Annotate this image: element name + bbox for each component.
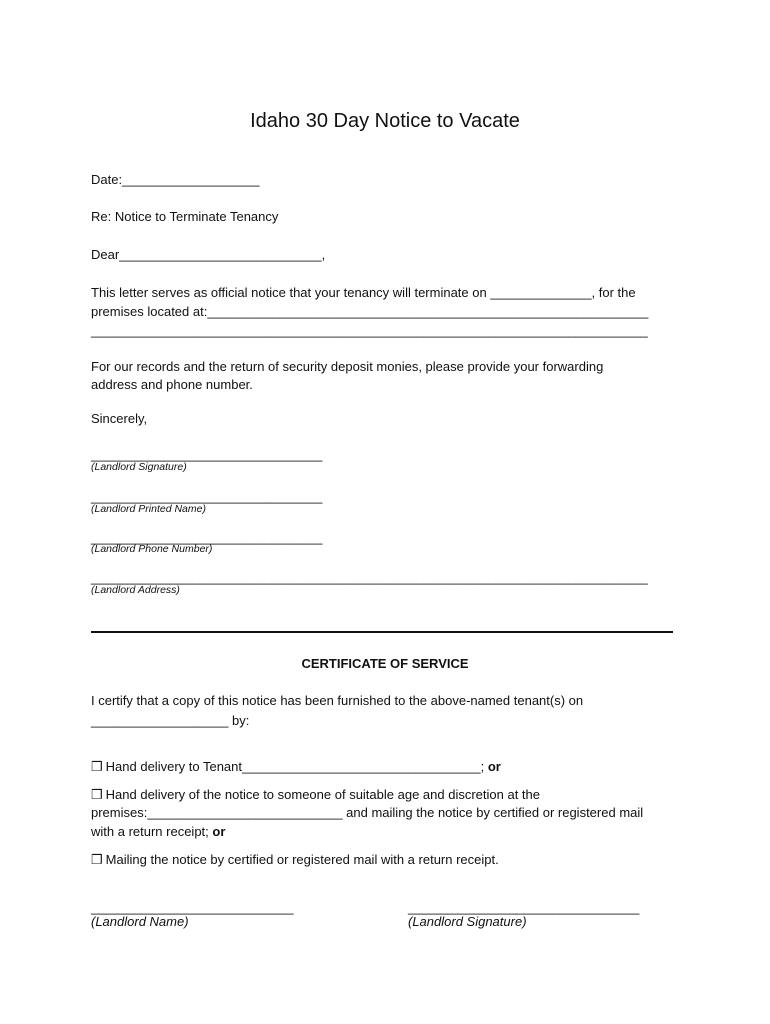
body-paragraph-2-line-2: address and phone number. — [91, 377, 253, 392]
option-text-line-1: Hand delivery of the notice to someone of suitable age and discretion at the — [105, 787, 540, 802]
footer-landlord-signature-line: ________________________________ — [408, 900, 640, 915]
service-option-hand-delivery — [91, 757, 501, 776]
landlord-phone-line: ________________________________ — [91, 530, 323, 545]
document-title: Idaho 30 Day Notice to Vacate — [250, 110, 520, 132]
checkbox-icon[interactable]: ❒ — [91, 787, 103, 802]
salutation-line: Dear____________________________, — [91, 247, 326, 262]
service-option-mail — [91, 850, 499, 869]
landlord-signature-label: (Landlord Signature) — [91, 461, 187, 473]
checkbox-icon[interactable]: ❒ — [91, 852, 103, 867]
body-paragraph-1-line-1: This letter serves as official notice that your tenancy will terminate on ______________, for the — [91, 285, 636, 300]
checkbox-icon[interactable]: ❒ — [91, 759, 103, 774]
footer-landlord-name-line: ____________________________ — [91, 900, 294, 915]
option-conjunction: or — [208, 824, 226, 839]
certificate-intro-line-1: I certify that a copy of this notice has been furnished to the above-named tenant(s) on — [91, 693, 584, 708]
option-text: Mailing the notice by certified or registered mail with a return receipt. — [105, 852, 499, 867]
landlord-address-line: _____________________________________________________________________________ — [91, 570, 648, 585]
re-line: Re: Notice to Terminate Tenancy — [91, 209, 279, 224]
certificate-heading: CERTIFICATE OF SERVICE — [301, 656, 469, 671]
landlord-signature-line: ________________________________ — [91, 447, 323, 462]
date-line: Date:___________________ — [91, 172, 260, 187]
body-paragraph-1-line-2: premises located at:_____________________________________________________________ — [91, 304, 649, 319]
footer-landlord-signature-label: (Landlord Signature) — [408, 914, 527, 929]
body-paragraph-2-line-1: For our records and the return of security deposit monies, please provide your forwarding — [91, 359, 604, 374]
landlord-printed-name-line: ________________________________ — [91, 489, 323, 504]
footer-landlord-name-label: (Landlord Name) — [91, 914, 189, 929]
landlord-phone-label: (Landlord Phone Number) — [91, 543, 213, 555]
option-conjunction: or — [484, 759, 501, 774]
service-option-suitable-age-line-3 — [91, 822, 225, 841]
section-divider — [91, 631, 673, 633]
option-text-line-3: with a return receipt; — [91, 824, 209, 839]
service-option-suitable-age — [91, 785, 540, 804]
landlord-printed-name-label: (Landlord Printed Name) — [91, 503, 206, 515]
landlord-address-label: (Landlord Address) — [91, 584, 180, 596]
option-text: Hand delivery to Tenant_________________________________; — [105, 759, 485, 774]
certificate-intro-line-2: ___________________ by: — [91, 713, 250, 728]
closing: Sincerely, — [91, 411, 148, 426]
body-paragraph-1-line-3: _____________________________________________________________________________ — [91, 323, 648, 338]
service-option-suitable-age-line-2: premises:___________________________ and mailing the notice by certified or registered mail — [91, 805, 644, 820]
